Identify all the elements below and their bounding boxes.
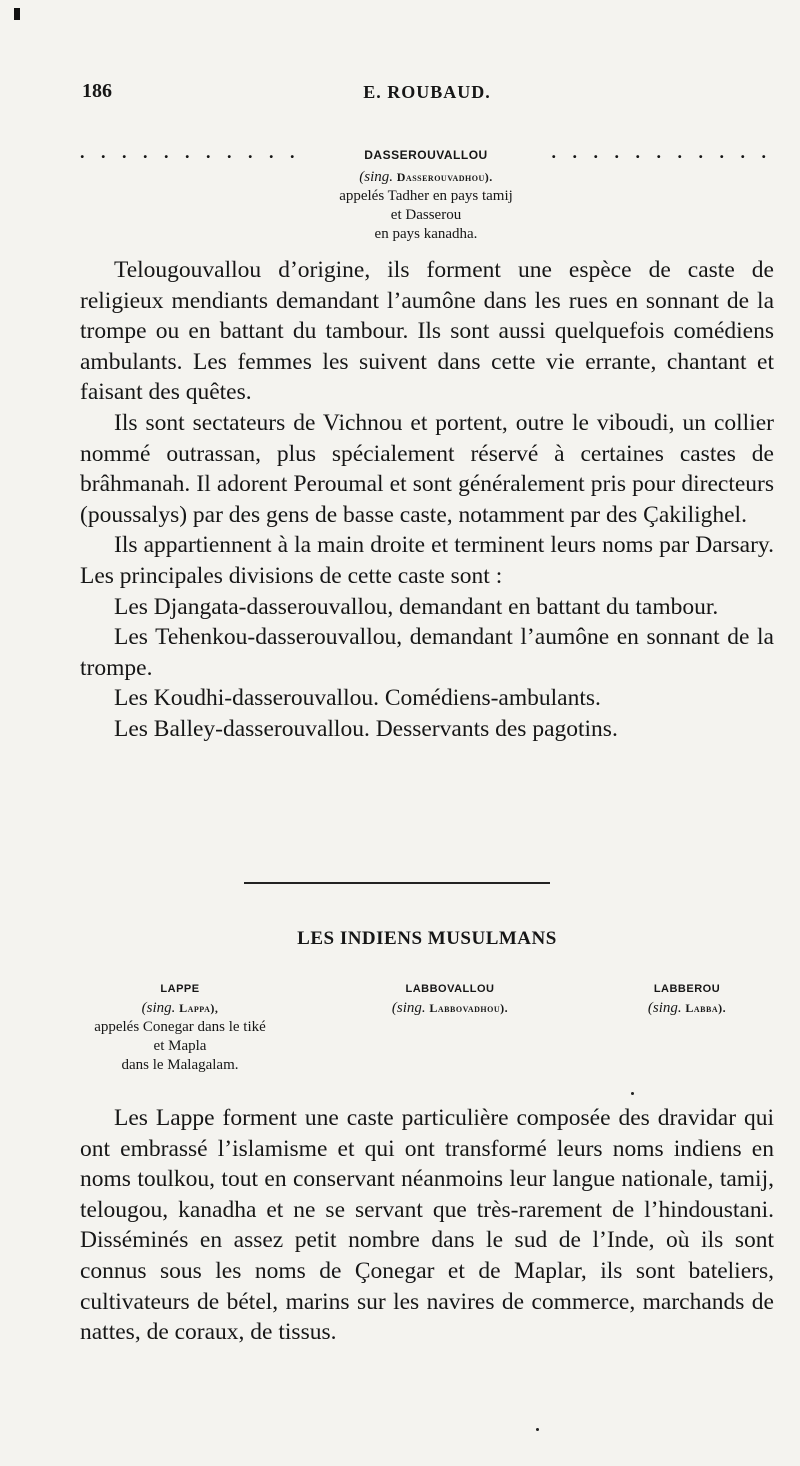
paragraph: Les Tehenkou-dasserouvallou, demandant l’aumône en sonnant de la trompe. [80,624,774,681]
caste-desc-line: en pays kanadha. [374,226,478,242]
column-name: LABBOVALLOU [405,983,495,995]
paragraph: Telougouvallou d’origine, ils forment une espèce de caste de religieux mendiants demandant l’aumône dans les rues en sonnant de la trompe ou en battant du tambour. Ils sont aussi quelquefois comédiens ambulants. Les femmes les suivent dans cette vie errante, chantant et faisant des quêtes. [80,257,774,406]
singular-label: (sing. [359,169,393,185]
column-singular [350,999,550,1018]
paragraph: Ils sont sectateurs de Vichnou et portent, outre le viboudi, un collier nommé outrassan, plus spécialement réservé à certaines castes de brâhmanah. Il adorent Peroumal et sont généralement pris pour directeurs (poussalys) par des gens de basse caste, notamment par des Çakilighel. [80,409,774,528]
column-labberou [600,980,774,1018]
column-name: LAPPE [160,983,200,995]
singular-value: Labba). [685,1001,727,1015]
division-columns [80,980,774,1090]
caste-singular [80,168,772,187]
column-singular [600,999,774,1018]
column-extra-line: dans le Malagalam. [121,1057,239,1073]
body-text-2 [80,1103,774,1348]
caste-heading [80,142,772,244]
singular-label: (sing. [647,1000,682,1016]
section-divider [244,882,550,884]
column-singular [80,999,280,1018]
column-name: LABBEROU [653,983,721,995]
section-title: LES INDIENS MUSULMANS [297,928,557,949]
paragraph: Les Balley-dasserouvallou. Desservants des pagotins. [114,715,618,742]
page-number: 186 [82,80,112,102]
body-text-1 [80,255,774,745]
paragraph: Les Lappe forment une caste particulière composée des dravidar qui ont embrassé l’islamisme et qui ont transformé leurs noms indiens en noms toulkou, tout en conservant néanmoins leur langue nationale, tamij, telougou, kanadha et ne se servant que très-rarement de l’hindoustani. Disséminés en assez petit nombre dans le sud de l’Inde, où ils sont connus sous les noms de Çonegar et de Maplar, ils sont bateliers, cultivateurs de bétel, marins sur les navires de commerce, marchands de nattes, de coraux, de tissus. [80,1105,774,1346]
caste-name: DASSEROUVALLOU [364,148,488,162]
singular-value: Lappa), [179,1001,219,1015]
caste-desc-line: appelés Tadher en pays tamij [339,188,513,204]
ink-speck [536,1428,539,1431]
singular-label: (sing. [141,1000,176,1016]
column-extra-line: et Mapla [153,1038,207,1054]
page-header [82,80,772,110]
paragraph: Les Djangata-dasserouvallou, demandant en battant du tambour. [114,593,719,620]
paragraph: Ils appartiennent à la main droite et terminent leurs noms par Darsary. Les principales divisions de cette caste sont : [80,532,774,589]
singular-value: Dasserouvadhou). [396,170,493,184]
column-labbovallou [350,980,550,1018]
singular-label: (sing. [391,1000,426,1016]
column-lappe [80,980,280,1075]
scan-mark [14,8,20,20]
caste-desc-line: et Dasserou [390,207,462,223]
leader-dots-left: . . . . . . . . . . . [80,142,301,162]
ink-speck [631,1092,634,1095]
leader-dots-right: . . . . . . . . . . . [551,142,772,162]
column-extra-line: appelés Conegar dans le tiké [94,1019,266,1035]
paragraph: Les Koudhi-dasserouvallou. Comédiens-ambulants. [114,685,601,712]
caste-description [80,187,772,244]
singular-value: Labbovadhou). [429,1001,509,1015]
running-head: E. ROUBAUD. [363,82,491,102]
